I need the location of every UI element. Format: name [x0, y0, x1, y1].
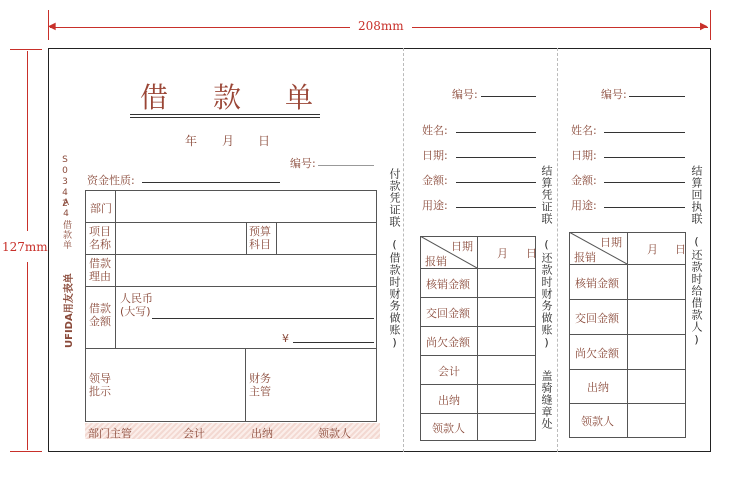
perforation-1 — [403, 48, 404, 452]
right-date-label: 日期: — [571, 149, 597, 162]
middle-header-day: 日 — [526, 247, 537, 260]
height-label: 127mm — [2, 240, 48, 254]
main-side-note: (借款时财务做账) — [388, 238, 401, 350]
brand-logo: UFIDA用友表单 — [64, 273, 75, 348]
middle-row-cashier: 出纳 — [438, 394, 460, 407]
footer-dept-head: 部门主管 — [88, 427, 132, 440]
main-number-label: 编号: — [290, 157, 316, 170]
footer-cashier: 出纳 — [251, 427, 273, 440]
finance-label: 财务主管 — [249, 372, 271, 398]
right-side-label: 结算回执联 — [690, 165, 703, 225]
reason-label: 借款理由 — [89, 257, 111, 283]
right-row-cashier: 出纳 — [587, 381, 609, 394]
middle-header-report: 报销 — [425, 255, 447, 268]
right-side-note: (还款时给借款人) — [690, 235, 703, 347]
date-month: 月 — [222, 134, 235, 148]
right-header-day: 日 — [675, 243, 686, 256]
budget-label: 预算科目 — [249, 225, 271, 251]
right-row-writeoff: 核销金额 — [575, 277, 619, 290]
middle-header-month: 月 — [497, 247, 508, 260]
right-header-month: 月 — [647, 243, 658, 256]
perforation-2 — [557, 48, 558, 452]
middle-side-label: 结算凭证联 — [540, 165, 553, 225]
middle-purpose-label: 用途: — [422, 199, 448, 212]
middle-row-payee: 领款人 — [432, 422, 465, 435]
middle-name-label: 姓名: — [422, 124, 448, 137]
middle-amount-label: 金额: — [422, 174, 448, 187]
a4-label: A4借款单 — [61, 198, 71, 250]
middle-number-label: 编号: — [452, 88, 478, 101]
middle-header-date: 日期 — [451, 240, 473, 253]
seal-area-label: 盖骑缝章处 — [540, 370, 553, 430]
footer-accountant: 会计 — [183, 427, 205, 440]
middle-row-owed: 尚欠金额 — [426, 336, 470, 349]
right-row-payee: 领款人 — [581, 415, 614, 428]
footer-payee: 领款人 — [318, 427, 351, 440]
project-label: 项目名称 — [89, 225, 111, 251]
middle-row-returned: 交回金额 — [426, 307, 470, 320]
right-purpose-label: 用途: — [571, 199, 597, 212]
right-name-label: 姓名: — [571, 124, 597, 137]
rmb-label: 人民币(大写) — [120, 292, 153, 318]
middle-row-writeoff: 核销金额 — [426, 278, 470, 291]
right-header-report: 报销 — [574, 251, 596, 264]
right-amount-label: 金额: — [571, 174, 597, 187]
right-number-label: 编号: — [601, 88, 627, 101]
leader-label: 领导批示 — [89, 372, 111, 398]
amount-label: 借款金额 — [89, 302, 111, 328]
funds-label: 资金性质: — [87, 174, 135, 187]
middle-row-accountant: 会计 — [438, 365, 460, 378]
middle-side-note: (还款时财务做账) — [540, 238, 553, 350]
right-row-returned: 交回金额 — [575, 312, 619, 325]
main-side-label: 付款凭证联 — [388, 168, 401, 228]
right-header-date: 日期 — [600, 236, 622, 249]
form-code: S0342 — [60, 155, 70, 210]
yen-label: ¥ — [282, 332, 289, 345]
middle-date-label: 日期: — [422, 149, 448, 162]
right-row-owed: 尚欠金额 — [575, 347, 619, 360]
date-year: 年 — [185, 134, 198, 148]
width-label: 208mm — [358, 19, 404, 33]
date-day: 日 — [258, 134, 271, 148]
dept-label: 部门 — [90, 202, 112, 215]
